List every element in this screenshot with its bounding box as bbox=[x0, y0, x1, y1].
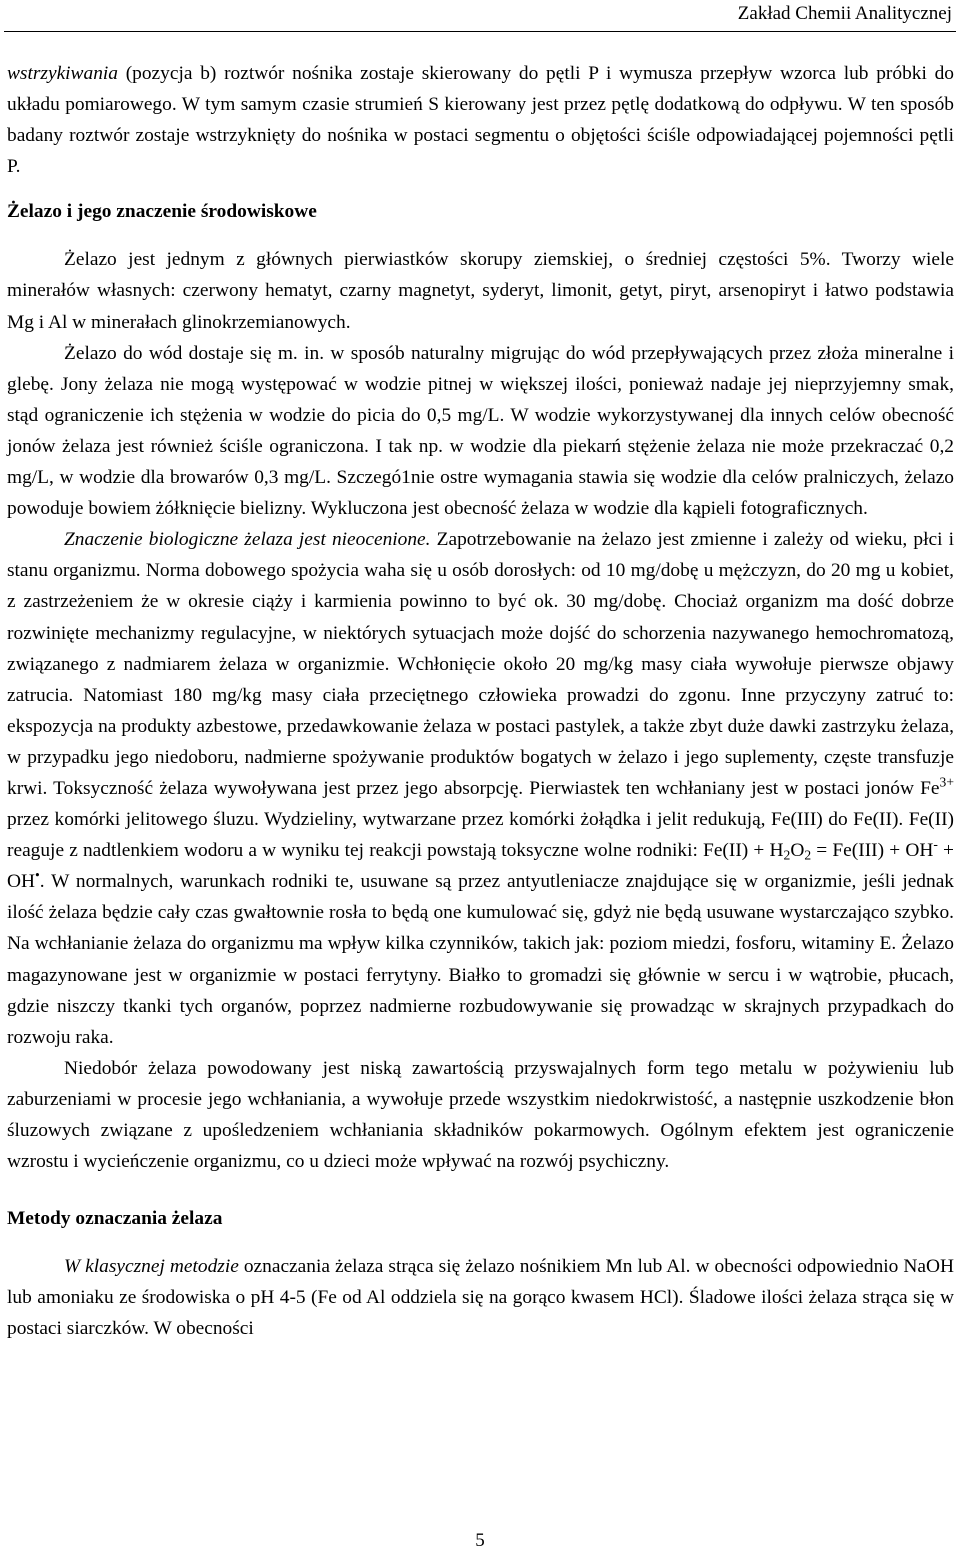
paragraph-text: . W normalnych, warunkach rodniki te, usuwane są przez antyutleniacze znajdujące się w organizmie, jeśli jednak ilość żelaza będzie cały czas gwałtownie rosła to będą one kumulować się, gdyż nie będą usuwane wystarczająco szybko. Na wchłanianie żelaza do organizmu ma wpływ kilka czynników, takich jak: poziom miedzi, fosforu, witaminy E. Żelazo magazynowane jest w organizmie w postaci ferrytyny. Białko to gromadzi się głównie w sercu i w wątrobie, płucach, gdzie niszczy tkanki tych organów, poprzez nadmierne rozbudowywanie się prowadząc w skrajnych przypadkach do rozwoju raka. bbox=[7, 871, 954, 1048]
page-body bbox=[7, 58, 954, 1344]
subscript: 2 bbox=[783, 847, 791, 863]
paragraph-injection bbox=[7, 58, 954, 182]
subscript: 2 bbox=[804, 847, 812, 863]
paragraph-text: (pozycja b) roztwór nośnika zostaje skierowany do pętli P i wymusza przepływ wzorca lub próbki do układu pomiarowego. W tym samym czasie strumień S kierowany jest przez pętlę dodatkową do odpływu. W ten sposób badany roztwór zostaje wstrzyknięty do nośnika w postaci segmentu o objętości ściśle odpowiadającej pojemności pętli P. bbox=[7, 63, 954, 178]
paragraph-deficiency: Niedobór żelaza powodowany jest niską zawartością przyswajalnych form tego metalu w pożywieniu lub zaburzeniami w procesie jego wchłaniania, a wywołuje przede wszystkim niedokrwistość, a następnie uszkodzenie błon śluzowych związane z upośledzeniem wchłaniania składników pokarmowych. Ogólnym efektem jest ograniczenie wzrostu i wycieńczenie organizmu, co u dzieci może wpływać na rozwój psychiczny. bbox=[7, 1057, 954, 1173]
paragraph-text: oznaczania żelaza strąca się żelazo nośnikiem Mn lub Al. w obecności odpowiednio NaOH lub amoniaku ze środowiska o pH 4-5 (Fe od Al oddziela się na gorąco kwasem HCl). Śladowe ilości żelaza strąca się w postaci siarczków. W obecności bbox=[7, 1256, 954, 1340]
methods-italic: W klasycznej metodzie bbox=[64, 1256, 239, 1278]
biology-italic: Znaczenie biologiczne żelaza jest nieocenione. bbox=[64, 529, 431, 551]
page-number: 5 bbox=[475, 1530, 485, 1551]
running-header: Zakład Chemii Analitycznej bbox=[737, 3, 952, 24]
paragraph-water: Żelazo do wód dostaje się m. in. w sposób naturalny migrując do wód przepływających przez złoża mineralne i glebę. Jony żelaza nie mogą występować w wodzie pitnej w większej ilości, ponieważ nadaje jej nieprzyjemny smak, stąd ograniczenie ich stężenia w wodzie do picia do 0,5 mg/L. W wodzie wykorzystywanej dla innych celów obecność jonów żelaza jest również ściśle ograniczona. I tak np. w wodzie dla piekarń stężenie żelaza nie może przekraczać 0,2 mg/L, w wodzie dla browarów 0,3 mg/L. Szczegó1nie ostre wymagania stawia się wodzie dla celów pralniczych, żelazo powoduje bowiem żółknięcie bielizny. Wykluczona jest obecność żelaza w wodzie dla kąpieli fotograficznych. bbox=[7, 342, 954, 520]
superscript: 3+ bbox=[939, 774, 954, 790]
term-injection: wstrzykiwania bbox=[7, 63, 118, 84]
paragraph-text: = Fe(III) + OH bbox=[811, 840, 934, 862]
paragraph-occurrence: Żelazo jest jednym z głównych pierwiastków skorupy ziemskiej, o średniej częstości 5%. Tworzy wiele minerałów własnych: czerwony hematyt, czarny magnetyt, syderyt, limonit, getyt, piryt, arsenopiryt i łatwo podstawia Mg i Al w minerałach glinokrzemianowych. bbox=[7, 249, 954, 333]
paragraph-methods bbox=[7, 1251, 954, 1344]
paragraph-text: przez komórki jelitowego śluzu. Wydzieliny, wytwarzane przez komórki żołądka i jelit redukują, Fe(III) do Fe(II). Fe(II) reaguje z nadtlenkiem wodoru a w wyniku tej reakcji powstają toksyczne wolne rodniki: Fe(II) + H bbox=[7, 809, 954, 862]
section-heading-iron: Żelazo i jego znaczenie środowiskowe bbox=[7, 201, 317, 223]
paragraph-biology bbox=[7, 524, 954, 1053]
paragraph-text: O bbox=[790, 840, 805, 862]
superscript: - bbox=[933, 836, 938, 852]
paragraph-text: Zapotrzebowanie na żelazo jest zmienne i zależy od wieku, płci i stanu organizmu. Norma dobowego spożycia waha się u osób dorosłych: od 10 mg/dobę u mężczyzn, do 20 mg u kobiet, z zastrzeżeniem że w okresie ciąży i karmienia powinno to być ok. 30 mg/dobę. Chociaż organizm ma dość dobrze rozwinięte mechanizmy regulacyjne, w niektórych sytuacjach może dojść do schorzenia nazywanego hemochromatozą, związanego z nadmiarem żelaza w organizmie. Wchłonięcie około 20 mg/kg masy ciała wywołuje pierwsze objawy zatrucia. Natomiast 180 mg/kg masy ciała przeciętnego człowieka prowadzi do zgonu. Inne przyczyny zatruć to: ekspozycja na produkty azbestowe, przedawkowanie żelaza w postaci pastylek, a także zbyt duże dawki zastrzyku żelaza, w przypadku jego niedoboru, nadmierne spożywanie produktów bogatych w żelazo i jego suplementy, częste transfuzje krwi. Toksyczność żelaza wywoływana jest przez jego absorpcję. Pierwiastek ten wchłaniany jest w postaci jonów Fe bbox=[7, 529, 954, 799]
header-rule bbox=[4, 31, 956, 32]
superscript: • bbox=[35, 867, 40, 883]
section-heading-methods: Metody oznaczania żelaza bbox=[7, 1208, 223, 1230]
paragraph-text: + OH bbox=[7, 840, 954, 893]
